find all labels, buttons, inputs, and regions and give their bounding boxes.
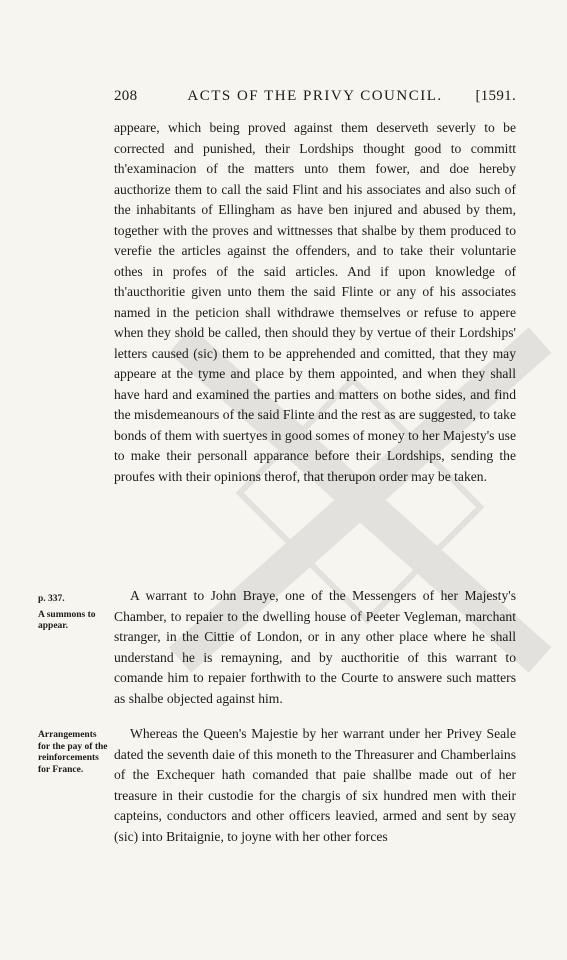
margin-note-summons bbox=[38, 594, 108, 633]
running-title: ACTS OF THE PRIVY COUNCIL. bbox=[187, 88, 443, 104]
paragraph-1 bbox=[114, 118, 516, 487]
margin-note-1: A summons to appear. bbox=[38, 609, 96, 631]
paragraph-3 bbox=[114, 724, 516, 847]
margin-note-2: Arrangements for the pay of the reinforcements for France. bbox=[38, 730, 108, 775]
margin-page-ref: p. 337. bbox=[38, 594, 65, 604]
paragraph-2-text: A warrant to John Braye, one of the Messengers of her Majesty's Chamber, to repaier to the dwelling house of Peeter Vegleman, marchant stranger, in the Cittie of London, or in any other place where he shall understand he is remayning, and by aucthoritie of this warrant to comande him to repaier forthwith to the Courte to answere such matters as shalbe objected against him. bbox=[114, 588, 516, 706]
paragraph-2 bbox=[114, 586, 516, 709]
running-head bbox=[114, 88, 516, 108]
paragraph-1-text: appeare, which being proved against them deserveth severly to be corrected and punished, their Lordships thought good to committ th'examinacion of the matters unto them fower, and doe hereby aucthorize them to call the said Flint and his associates and also such of the inhabitants of Ellingham as have ben injured and abused by them, together with the proves and wittnesses that shalbe by them produced to verefie the articles against the offenders, and to take their voluntarie othes in profes of the said articles. And if upon knowledge of th'aucthoritie given unto them the said Flinte or any of his associates named in the peticion shall withdrawe themselves or refuse to appere when they shold be called, then should they by vertue of their Lordships' letters caused (sic) them to be apprehended and comitted, that they may appeare at the tyme and place by them appointed, and when they shall have hard and examined the parties and matters on bothe sides, and find the misdemeanours of the said Flinte and the rest as are suggested, to take bonds of them with suertyes in good somes of money to her Majesty's use to make their personall apparance before their Lordships, sending the proufes with their opinions therof, that therupon order may be taken. bbox=[114, 120, 516, 484]
paragraph-3-text: Whereas the Queen's Majestie by her warrant under her Privey Seale dated the seventh daie of this moneth to the Threasurer and Chamberlains of the Exchequer hath comanded that paie shallbe made out of her treasure in their custodie for the chargis of six hundred men with their capteins, conductors and other officers leavied, armed and sent by seay (sic) into Britaignie, to joyne with her other forces bbox=[114, 726, 516, 844]
page-number: 208 bbox=[114, 88, 138, 104]
running-year: [1591. bbox=[475, 88, 516, 104]
margin-note-arrangements bbox=[38, 730, 108, 776]
